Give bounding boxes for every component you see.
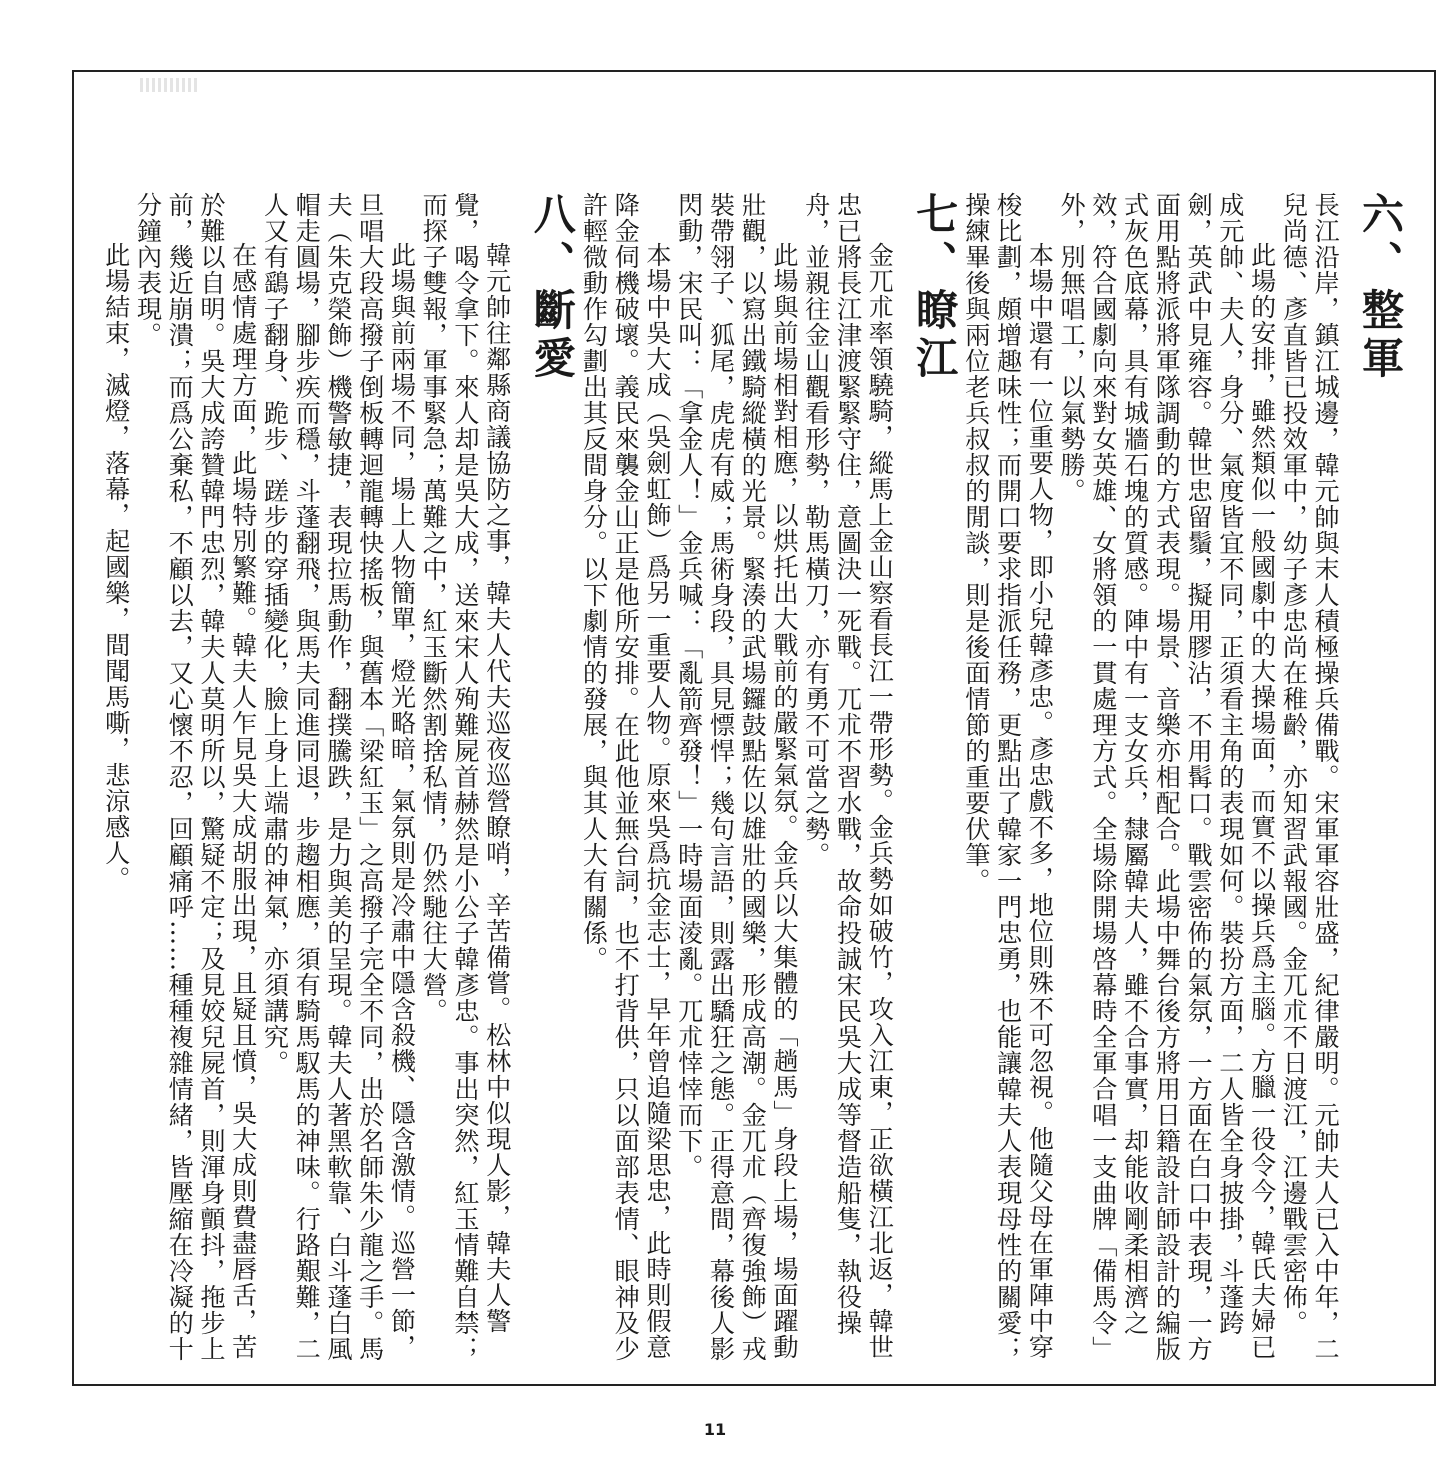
section-eight-paragraph-1: 韓元帥往鄰縣商議協防之事，韓夫人代夫巡夜巡營瞭哨，辛苦備嘗。松林中似現人影，韓夫人警覺，喝令拿下。來人却是吳大成，送來宋人殉難屍首赫然是小公子韓彥忠。事出突然，紅玉情難自禁；而探子雙報，軍事緊急；萬難之中，紅玉斷然割捨私情，仍然馳往大營。 (419, 192, 512, 1362)
section-seven-paragraph-3: 本場中吳大成（吳劍虹飾）爲另一重要人物。原來吳爲抗金志士，早年曾追隨梁思忠，此時則假意降金伺機破壞。義民來襲金山正是他所安排。在此他並無台詞，也不打背供，只以面部表情、眼神及少許輕微動作勾劃出其反間身分。以下劇情的發展，與其人大有關係。 (579, 192, 672, 1362)
section-eight-paragraph-4: 此場結束，滅燈，落幕，起國樂，間聞馬嘶，悲涼感人。 (101, 242, 131, 893)
section-six-paragraph-2: 此場的安排，雖然類似一般國劇中的大操場面，而實不以操兵爲主腦。方臘一役令今，韓氏夫婦已成元帥、夫人，身分、氣度皆宜不同，正須看主角的表現如何。裝扮方面，二人皆全身披掛，斗蓬跨劍，英武中見雍容。韓世忠留鬚，擬用膠沾，不用髯口。戰雲密佈的氣氛，一方面在白口中表現，一方面用點將派將軍隊調動的方式表現。場景、音樂亦相配合。此場中舞台後方將用日籍設計師設計的編版式灰色底幕，具有城牆石塊的質感。陣中有一支女兵，隸屬韓夫人，雖不合事實，却能收剛柔相濟之效，符合國劇向來對女英雄、女將領的一貫處理方式。全場除開場啓幕時全軍合唱一支曲牌「備馬令」外，別無唱工，以氣勢勝。 (1057, 192, 1277, 1362)
section-title-six: 六、整軍 (1356, 192, 1405, 384)
section-eight-paragraph-2: 此場與前兩場不同，場上人物簡單，燈光略暗，氣氛則是冷肅中隱含殺機、隱含激情。巡營一節，旦唱大段高撥子倒板轉迴龍轉快搖板，與舊本「梁紅玉」之高撥子完全不同，出於名師朱少龍之手。馬夫（朱克榮飾）機警敏捷，表現拉馬動作，翻撲騰跌，是力與美的呈現。韓夫人著黑軟靠、白斗蓬白風帽走圓場，腳步疾而穩，斗蓬翻飛，與馬夫同進同退，步趨相應，須有騎馬馭馬的神味。行路艱難，二人又有鷂子翻身、跪步、蹉步的穿插變化，臉上身上端肅的神氣，亦須講究。 (260, 192, 417, 1362)
section-eight-paragraph-3: 在感情處理方面，此場特別繁難。韓夫人乍見吳大成胡服出現，且疑且憤，吳大成則費盡唇舌，苦於難以自明。吳大成誇贊韓門忠烈，韓夫人莫明所以，驚疑不定；及見姣兒屍首，則渾身顫抖，拖步上前，幾近崩潰；而爲公棄私，不顧以去，又心懷不忍，回顧痛呼……種種複雜情緒，皆壓縮在冷凝的十分鐘內表現。 (133, 192, 258, 1362)
section-title-eight: 八、斷愛 (527, 192, 577, 384)
page-frame (72, 70, 1436, 1386)
section-title-seven: 七、瞭江 (910, 192, 960, 384)
section-six-paragraph-1: 長江沿岸，鎮江城邊，韓元帥與末人積極操兵備戰。宋軍軍容壯盛，紀律嚴明。元帥夫人已入中年，二兒尚德、彥直皆已投效軍中，幼子彥忠尚在稚齡，亦知習武報國。金兀朮不日渡江，江邊戰雲密佈。 (1279, 192, 1341, 1362)
section-seven-paragraph-1: 金兀朮率領驍騎，縱馬上金山察看長江一帶形勢。金兵勢如破竹，攻入江東，正欲橫江北返，韓世忠已將長江津渡緊緊守住，意圖決一死戰。兀朮不習水戰，故命投誠宋民吳大成等督造船隻，執役操舟，並親往金山觀看形勢，勒馬橫刀，亦有勇不可當之勢。 (801, 192, 895, 1361)
vertical-text-block (100, 192, 1406, 1362)
section-seven-paragraph-2: 此場與前場相對相應，以烘托出大戰前的嚴緊氣氛。金兵以大集體的「趟馬」身段上場，場面躍動壯觀，以寫出鐵騎縱橫的光景。緊湊的武場鑼鼓點佐以雄壯的國樂，形成高潮。金兀朮（齊復強飾）戎裝帶翎子、狐尾，虎虎有威；馬術身段，具見慓悍；幾句言語，則露出驕狂之態。正得意間，幕後人影閃動，宋民叫：「拿金人！」金兵喊：「亂箭齊發！」一時場面淩亂。兀朮悻悻而下。 (674, 192, 799, 1362)
section-six-paragraph-3: 本場中還有一位重要人物，即小兒韓彥忠。彥忠戲不多，地位則殊不可忽視。他隨父母在軍陣中穿梭比劃，頗增趣味性；而開口要求指派任務，更點出了韓家一門忠勇，也能讓韓夫人表現母性的關愛；操練畢後與兩位老兵叔叔的閒談，則是後面情節的重要伏筆。 (961, 192, 1055, 1362)
page-number: 11 (703, 1420, 727, 1439)
